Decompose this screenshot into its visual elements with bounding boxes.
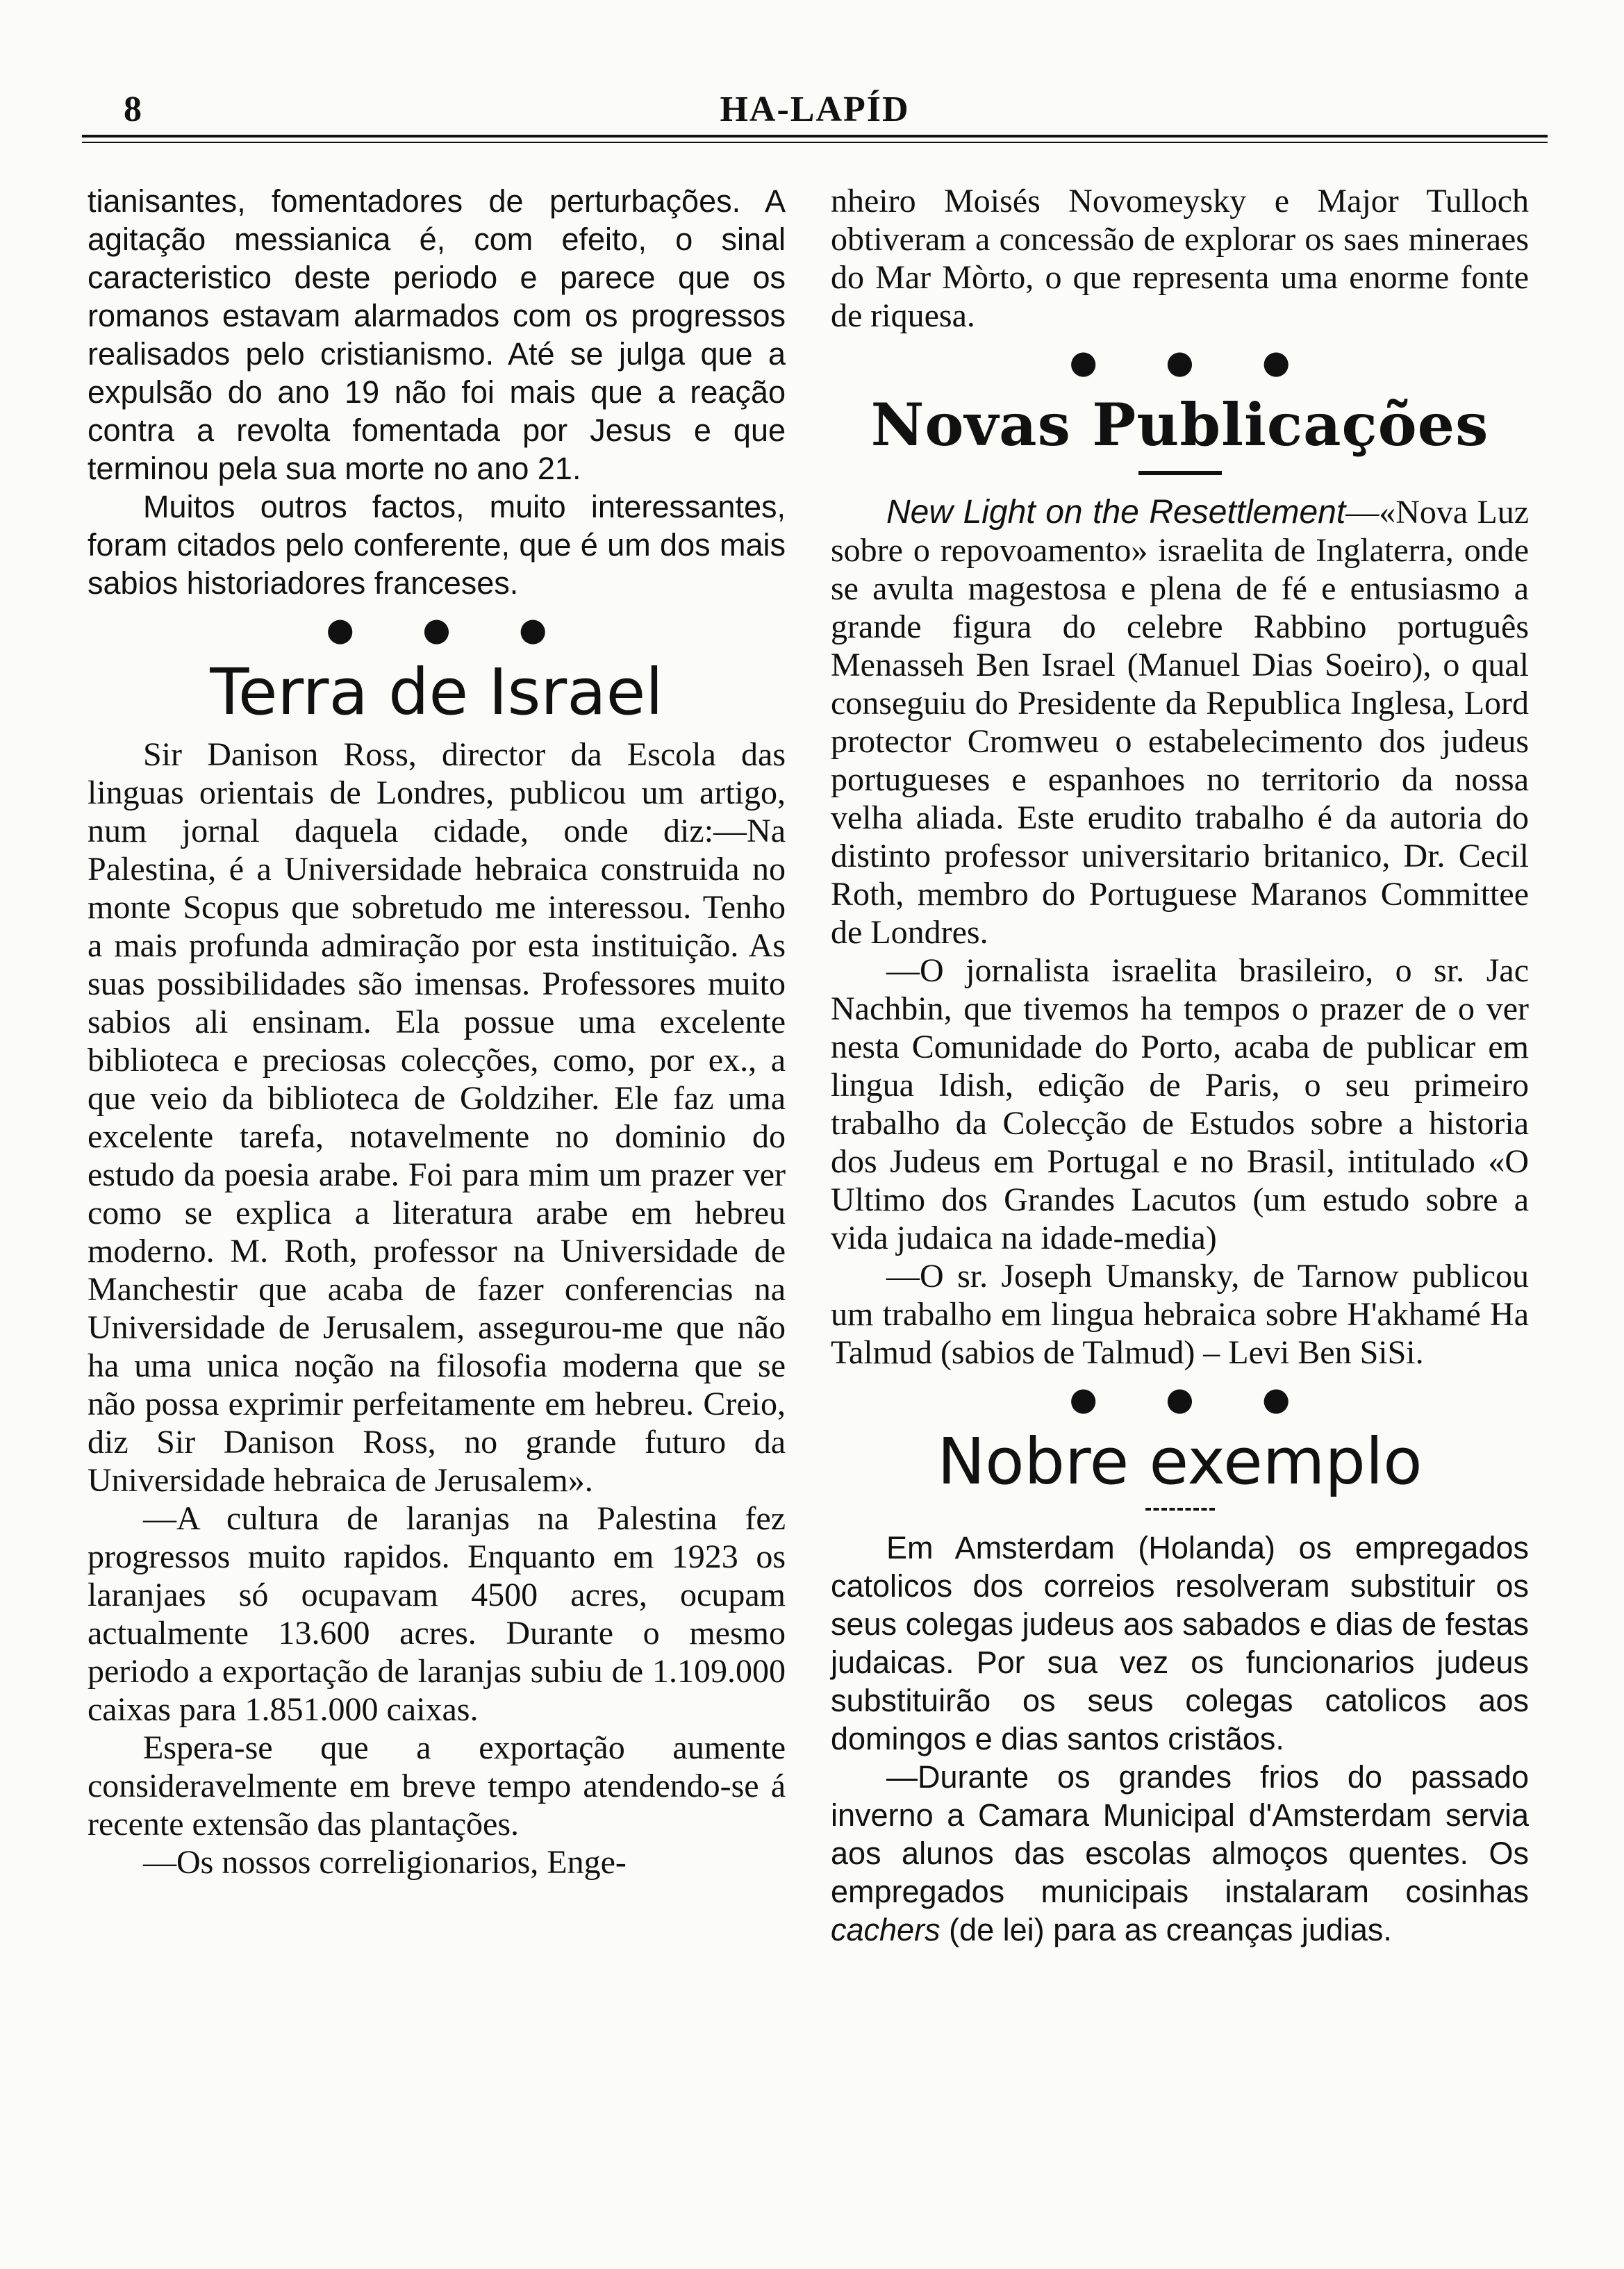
left-column [88, 182, 786, 1881]
article-text: —Durante os grandes frios do passado inverno a Camara Municipal d'Amsterdam servia aos alunos das escolas almoços quentes. Os empregados municipais instalaram cosinhas cachers (de lei) para as creanças judias. [831, 1759, 1529, 1947]
header-rule-thin [82, 142, 1548, 143]
section-separator: ● ● ● [1069, 343, 1320, 381]
article-text: Espera-se que a exportação aumente consideravelmente em breve tempo atendendo-se á recente extensão das plantações. [88, 1729, 786, 1843]
section-title-novas-publicacoes: Novas Publicações [870, 390, 1489, 459]
article-text: nheiro Moisés Novomeysky e Major Tulloch obtiveram a concessão de explorar os saes mineraes do Mar Mòrto, o que representa uma enorme fonte de riquesa. [831, 183, 1529, 334]
article-text: —Os nossos correligionarios, Enge- [143, 1844, 627, 1881]
article-text: —O sr. Joseph Umansky, de Tarnow publicou um trabalho em lingua hebraica sobre H'akhamé Ha Talmud (sabios de Talmud) – Levi Ben SiSi. [831, 1258, 1529, 1371]
title-rule [1138, 471, 1222, 475]
article-text: —O jornalista israelita brasileiro, o sr. Jac Nachbin, que tivemos ha tempos o prazer de o ver nesta Comunidade do Porto, acaba de publicar em lingua Idish, edição de Paris, o seu primeiro trabalho da Colecção de Estudos sobre a historia dos Judeus em Portugal e no Brasil, intitulado «O Ultimo dos Grandes Lacutos (um estudo sobre a vida judaica na idade-media) [831, 952, 1529, 1256]
section-title-nobre-exemplo: Nobre exemplo [937, 1424, 1423, 1499]
article-text: —A cultura de laranjas na Palestina fez progressos muito rapidos. Enquanto em 1923 os laranjaes só ocupavam 4500 acres, ocupam actualmente 13.600 acres. Durante o mesmo periodo a exportação de laranjas subiu de 1.109.000 caixas para 1.851.000 caixas. [88, 1500, 786, 1728]
book-title: New Light on the Resettlement [886, 494, 1346, 531]
article-text: New Light on the Resettlement—«Nova Luz sobre o repovoamento» israelita de Inglaterra, onde se avulta magestosa e plena de fé e entusiasmo a grande figura do celebre Rabbino português Menasseh Ben Israel (Manuel Dias Soeiro), o qual conseguiu do Presidente da Republica Inglesa, Lord protector Cromweu o estabelecimento dos judeus portugueses e espanhoes no territorio da nossa velha aliada. Este erudito trabalho é da autoria do distinto professor universitario britanico, Dr. Cecil Roth, membro do Portuguese Maranos Committee de Londres. [831, 494, 1530, 951]
emphasis: cachers [831, 1912, 941, 1947]
running-title: HA-LAPÍD [720, 90, 910, 129]
section-title-terra-de-israel: Terra de Israel [210, 655, 663, 729]
section-separator: ● ● ● [326, 610, 577, 648]
article-text: Muitos outros factos, muito interessantes, foram citados pelo conferente, que é um dos mais sabios historiadores franceses. [88, 489, 786, 601]
right-column [831, 182, 1529, 1949]
section-separator: ● ● ● [1069, 1380, 1320, 1418]
title-rule [1145, 1508, 1215, 1511]
header-rule [82, 135, 1548, 138]
page-header [82, 83, 1548, 147]
article-text: tianisantes, fomentadores de perturbações. A agitação messianica é, com efeito, o sinal caracteristico deste periodo e parece que os romanos estavam alarmados com os progressos realisados pelo cristianismo. Até se julga que a expulsão do ano 19 não foi mais que a reação contra a revolta fomentada por Jesus e que terminou pela sua morte no ano 21. [88, 183, 786, 486]
page-number: 8 [124, 90, 142, 129]
article-text: Em Amsterdam (Holanda) os empregados catolicos dos correios resolveram substituir os seus colegas judeus aos sabados e dias de festas judaicas. Por sua vez os funcionarios judeus substituirão os seus colegas catolicos aos domingos e dias santos cristãos. [831, 1530, 1529, 1756]
article-text: Sir Danison Ross, director da Escola das linguas orientais de Londres, publicou um artigo, num jornal daquela cidade, onde diz:—Na Palestina, é a Universidade hebraica construida no monte Scopus que sobretudo me interessou. Tenho a mais profunda admiração por esta instituição. As suas possibilidades são imensas. Professores muito sabios ali ensinam. Ela possue uma excelente biblioteca e preciosas colecções, como, por ex., a que veio da biblioteca de Goldziher. Ele faz uma excelente tarefa, notavelmente no dominio do estudo da poesia arabe. Foi para mim um prazer ver como se explica a literatura arabe em hebreu moderno. M. Roth, professor na Universidade de Manchestir que acaba de fazer conferencias na Universidade de Jerusalem, assegurou-me que não ha uma unica noção na filosofia moderna que se não possa exprimir perfeitamente em hebreu. Creio, diz Sir Danison Ross, no grande futuro da Universidade hebraica de Jerusalem». [88, 736, 786, 1499]
